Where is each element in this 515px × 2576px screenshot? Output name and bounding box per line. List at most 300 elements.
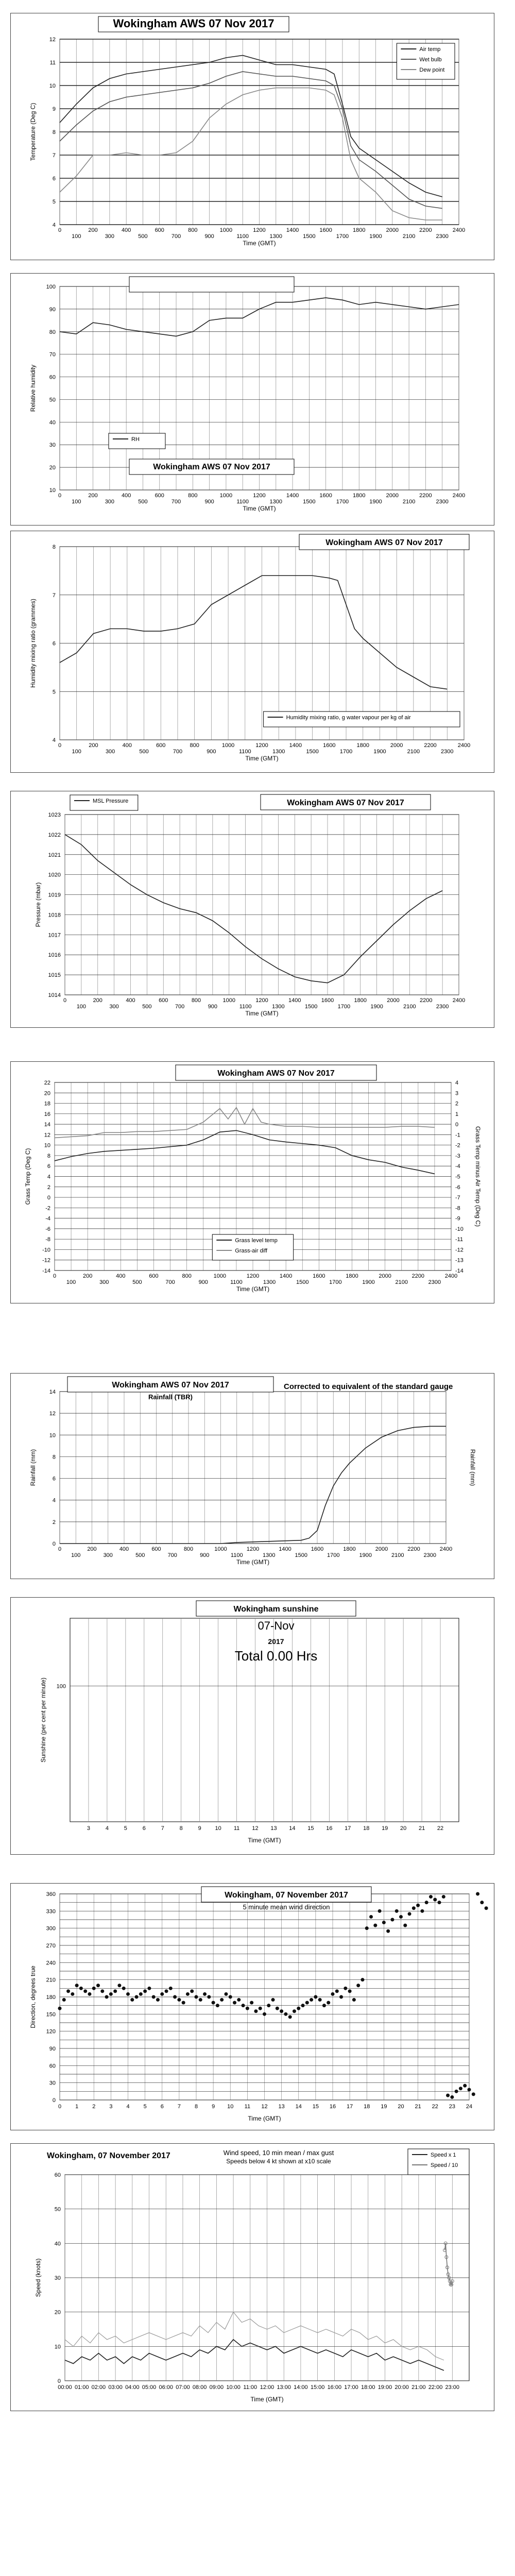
- chart-title: Wokingham AWS 07 Nov 2017: [153, 463, 270, 471]
- x-tick-label: 2300: [441, 749, 454, 755]
- data-point: [113, 1989, 117, 1993]
- y-tick-label: 60: [49, 2063, 56, 2070]
- x-tick-label: 1000: [221, 742, 235, 749]
- y-tick-label: 1022: [48, 832, 61, 838]
- x-axis-label: Time (GMT): [245, 755, 279, 762]
- y-tick-label: 120: [46, 2028, 56, 2035]
- data-point: [280, 2009, 283, 2013]
- data-point: [237, 1998, 241, 2002]
- temperature-chart-svg: [11, 13, 495, 261]
- y2-tick-label: 3: [455, 1090, 459, 1097]
- y2-tick-label: -9: [455, 1215, 460, 1222]
- chart-annotation: Corrected to equivalent of the standard gauge: [284, 1382, 453, 1391]
- y-tick-label: 5: [52, 199, 56, 205]
- data-point: [271, 1998, 275, 2002]
- y-axis-label: Relative humidity: [29, 364, 37, 412]
- y2-axis-label: Rainfall (mm): [469, 1449, 476, 1486]
- data-point: [463, 2084, 467, 2088]
- y-tick-label: 10: [44, 1142, 50, 1149]
- y-tick-label: -14: [42, 1268, 50, 1274]
- data-point: [88, 1992, 91, 1996]
- x-tick-label: 500: [142, 1004, 152, 1010]
- x-tick-label: 300: [103, 1552, 113, 1558]
- data-point: [459, 2087, 462, 2090]
- x-tick-label: 1500: [295, 1552, 307, 1558]
- y-tick-label: 1023: [48, 812, 61, 818]
- x-tick-label: 1700: [329, 1279, 342, 1285]
- x-tick-label: 900: [204, 499, 214, 505]
- y-tick-label: 180: [46, 1994, 56, 2001]
- x-tick-label: 10:00: [226, 2384, 241, 2391]
- legend-label: Speed / 10: [431, 2162, 458, 2168]
- y-tick-label: 16: [44, 1111, 50, 1117]
- y2-tick-label: 2: [455, 1100, 459, 1107]
- total-label: Total 0.00 Hrs: [234, 1648, 318, 1664]
- y2-tick-label: -2: [455, 1142, 460, 1149]
- x-tick-label: 800: [188, 227, 198, 233]
- data-point: [126, 1992, 130, 1996]
- x-tick-label: 20: [400, 1825, 407, 1832]
- data-point: [71, 1992, 74, 1996]
- x-tick-label: 2400: [452, 997, 466, 1004]
- x-tick-label: 2200: [424, 742, 437, 749]
- x-tick-label: 800: [190, 742, 199, 749]
- y-tick-label: 1019: [48, 892, 61, 899]
- x-axis-label: Time (GMT): [243, 240, 276, 247]
- x-tick-label: 6: [160, 2104, 164, 2110]
- y-tick-label: 50: [54, 2206, 61, 2213]
- data-point: [339, 1995, 343, 1999]
- y-tick-label: 100: [46, 284, 56, 290]
- data-point: [58, 2007, 62, 2010]
- y2-tick-label: -7: [455, 1195, 460, 1201]
- wind-direction-chart-panel: [10, 1883, 494, 2130]
- x-tick-label: 100: [66, 1279, 76, 1285]
- x-tick-label: 2100: [402, 233, 416, 240]
- x-tick-label: 700: [167, 1552, 177, 1558]
- x-axis-label: Time (GMT): [250, 2396, 284, 2403]
- x-tick-label: 2400: [439, 1546, 453, 1552]
- x-tick-label: 1800: [353, 227, 366, 233]
- x-tick-label: 400: [121, 493, 131, 499]
- x-tick-label: 12: [252, 1825, 259, 1832]
- chart-title: Wokingham sunshine: [233, 1605, 319, 1614]
- x-tick-label: 17: [347, 2104, 353, 2110]
- data-point: [212, 2001, 215, 2005]
- x-tick-label: 1500: [303, 499, 316, 505]
- data-point: [416, 1904, 420, 1907]
- x-tick-label: 1700: [327, 1552, 340, 1558]
- legend-label: MSL Pressure: [93, 798, 129, 804]
- y-tick-label: 6: [52, 1476, 56, 1482]
- x-tick-label: 1700: [336, 499, 349, 505]
- y-tick-label: 6: [52, 640, 56, 647]
- x-tick-label: 1600: [321, 997, 334, 1004]
- data-point: [480, 1901, 484, 1904]
- x-tick-label: 500: [138, 499, 148, 505]
- y2-tick-label: -10: [455, 1226, 464, 1232]
- pressure-chart-svg: [11, 791, 495, 1028]
- legend-label: Air temp: [419, 46, 441, 53]
- data-point: [96, 1984, 100, 1987]
- x-tick-label: 500: [139, 749, 149, 755]
- data-point: [66, 1989, 70, 1993]
- data-point: [79, 1987, 83, 1990]
- data-point: [399, 1915, 403, 1919]
- data-point: [390, 1918, 394, 1922]
- data-point: [165, 1989, 168, 1993]
- y2-axis-label: Grass Temp minus Air Temp (Deg C): [474, 1126, 482, 1227]
- x-tick-label: 01:00: [74, 2384, 89, 2391]
- x-tick-label: 700: [171, 233, 181, 240]
- data-point: [220, 1998, 224, 2002]
- x-tick-label: 5: [124, 1825, 127, 1832]
- data-point: [284, 2012, 287, 2016]
- y-axis-label: Direction, degrees true: [29, 1965, 37, 2028]
- x-tick-label: 1800: [353, 493, 366, 499]
- x-tick-label: 700: [173, 749, 183, 755]
- x-tick-label: 1600: [319, 493, 332, 499]
- x-tick-label: 2200: [420, 997, 433, 1004]
- x-tick-label: 1300: [272, 1004, 285, 1010]
- y-tick-label: 50: [49, 397, 56, 403]
- data-point: [62, 1998, 66, 2002]
- x-tick-label: 14: [295, 2104, 302, 2110]
- data-point: [297, 2007, 300, 2010]
- y-tick-label: 270: [46, 1943, 56, 1949]
- x-tick-label: 2100: [395, 1279, 408, 1285]
- y-tick-label: 330: [46, 1908, 56, 1915]
- x-tick-label: 1500: [306, 749, 319, 755]
- y-tick-label: -12: [42, 1257, 50, 1264]
- y-tick-label: 150: [46, 2011, 56, 2018]
- grass-chart-svg: [11, 1062, 495, 1304]
- data-point: [433, 1898, 437, 1902]
- y-tick-label: 210: [46, 1977, 56, 1984]
- chart-title: Wokingham AWS 07 Nov 2017: [217, 1069, 335, 1078]
- x-tick-label: 1200: [253, 227, 266, 233]
- chart-title: Wokingham, 07 November 2017: [47, 2151, 170, 2160]
- data-point: [263, 2012, 266, 2016]
- x-tick-label: 100: [72, 749, 81, 755]
- data-point: [386, 1929, 390, 1933]
- x-tick-label: 2400: [452, 493, 466, 499]
- y-tick-label: 0: [52, 1541, 56, 1547]
- x-tick-label: 12: [261, 2104, 268, 2110]
- x-tick-label: 4: [126, 2104, 130, 2110]
- data-point: [429, 1895, 433, 1899]
- x-tick-label: 2000: [386, 227, 399, 233]
- x-tick-label: 1500: [303, 233, 316, 240]
- data-point: [152, 1995, 156, 1999]
- x-tick-label: 400: [122, 742, 132, 749]
- data-point: [455, 2090, 458, 2093]
- x-tick-label: 8: [194, 2104, 198, 2110]
- x-tick-label: 9: [198, 1825, 201, 1832]
- x-tick-label: 4: [105, 1825, 109, 1832]
- x-tick-label: 13:00: [277, 2384, 291, 2391]
- x-tick-label: 1400: [286, 493, 299, 499]
- y-tick-label: 1015: [48, 972, 61, 979]
- x-tick-label: 1200: [246, 1546, 260, 1552]
- x-tick-label: 1300: [269, 499, 283, 505]
- y-tick-label: -2: [45, 1205, 50, 1212]
- year-label: 2017: [268, 1637, 284, 1646]
- x-tick-label: 500: [138, 233, 148, 240]
- x-tick-label: 1600: [313, 1273, 325, 1279]
- data-point: [360, 1978, 364, 1981]
- x-tick-label: 1900: [359, 1552, 372, 1558]
- y2-tick-label: -3: [455, 1153, 460, 1159]
- mixing-ratio-chart-svg: [11, 531, 495, 773]
- data-point: [109, 1992, 113, 1996]
- x-tick-label: 2100: [403, 1004, 416, 1010]
- x-tick-label: 1000: [219, 227, 233, 233]
- data-point: [408, 1912, 411, 1916]
- x-tick-label: 2100: [402, 499, 416, 505]
- y2-tick-label: -14: [455, 1268, 464, 1274]
- x-tick-label: 2300: [428, 1279, 441, 1285]
- mixing-ratio-chart-panel: [10, 531, 494, 773]
- y-tick-label: 60: [54, 2172, 61, 2178]
- data-point: [105, 1995, 109, 1999]
- x-tick-label: 1100: [238, 749, 251, 755]
- wind-direction-chart-svg: [11, 1884, 495, 2131]
- x-tick-label: 18: [364, 2104, 370, 2110]
- chart-title: Wokingham AWS 07 Nov 2017: [325, 538, 443, 547]
- data-point: [382, 1921, 386, 1924]
- x-tick-label: 00:00: [58, 2384, 72, 2391]
- y-tick-label: 0: [47, 1195, 50, 1201]
- x-tick-label: 1: [75, 2104, 79, 2110]
- data-point: [233, 2001, 236, 2005]
- data-point: [318, 1998, 322, 2002]
- data-point: [305, 2001, 309, 2005]
- x-tick-label: 300: [99, 1279, 109, 1285]
- x-tick-label: 600: [159, 997, 168, 1004]
- x-tick-label: 2300: [423, 1552, 436, 1558]
- data-point: [348, 1989, 352, 1993]
- x-tick-label: 2300: [436, 1004, 449, 1010]
- chart-subtitle-2: Speeds below 4 kt shown at x10 scale: [226, 2158, 331, 2165]
- x-tick-label: 02:00: [91, 2384, 106, 2391]
- x-tick-label: 1900: [373, 749, 386, 755]
- x-tick-label: 300: [105, 749, 115, 755]
- y2-tick-label: -13: [455, 1257, 464, 1264]
- y-tick-label: 1018: [48, 912, 61, 919]
- x-tick-label: 12:00: [260, 2384, 274, 2391]
- y-tick-label: 0: [52, 2097, 56, 2104]
- data-point: [468, 2088, 471, 2092]
- data-point: [442, 1895, 445, 1899]
- y-tick-label: 4: [47, 1174, 50, 1180]
- x-tick-label: 22: [432, 2104, 438, 2110]
- data-point: [195, 1995, 198, 1999]
- x-tick-label: 1800: [343, 1546, 356, 1552]
- y-tick-label: 18: [44, 1100, 50, 1107]
- data-point: [250, 2001, 253, 2005]
- x-tick-label: 900: [200, 1552, 210, 1558]
- x-tick-label: 0: [53, 1273, 57, 1279]
- x-tick-label: 2100: [391, 1552, 404, 1558]
- y-tick-label: 22: [44, 1080, 50, 1086]
- y-tick-label: 20: [54, 2309, 61, 2316]
- y2-tick-label: -5: [455, 1174, 460, 1180]
- humidity-chart-panel: [10, 273, 494, 526]
- y-tick-label: 90: [49, 306, 56, 313]
- x-tick-label: 23:00: [445, 2384, 460, 2391]
- x-tick-label: 600: [149, 1273, 159, 1279]
- x-tick-label: 20: [398, 2104, 404, 2110]
- y-tick-label: 12: [49, 37, 56, 43]
- x-tick-label: 7: [161, 1825, 164, 1832]
- data-point: [420, 1909, 424, 1913]
- x-tick-label: 1800: [354, 997, 367, 1004]
- x-tick-label: 1100: [236, 233, 249, 240]
- x-tick-label: 14:00: [294, 2384, 308, 2391]
- x-tick-label: 2400: [444, 1273, 458, 1279]
- x-tick-label: 300: [105, 499, 115, 505]
- data-point: [207, 1995, 211, 1999]
- data-point: [216, 2004, 219, 2007]
- y-tick-label: 2: [47, 1184, 50, 1191]
- data-point: [122, 1987, 126, 1990]
- y-tick-label: 360: [46, 1891, 56, 1897]
- x-tick-label: 1100: [230, 1552, 243, 1558]
- data-point: [344, 1987, 347, 1990]
- grass-chart-panel: [10, 1061, 494, 1303]
- x-tick-label: 1000: [213, 1273, 227, 1279]
- x-tick-label: 15: [307, 1825, 314, 1832]
- y-tick-label: 8: [52, 129, 56, 135]
- x-tick-label: 0: [58, 227, 62, 233]
- data-point: [378, 1909, 382, 1913]
- x-tick-label: 10: [215, 1825, 221, 1832]
- y-tick-label: 6: [52, 176, 56, 182]
- x-tick-label: 19:00: [377, 2384, 392, 2391]
- data-point: [352, 1998, 356, 2002]
- y-tick-label: 1020: [48, 872, 61, 878]
- x-tick-label: 1700: [337, 1004, 351, 1010]
- data-point: [373, 1924, 377, 1927]
- legend-label: Wet bulb: [419, 57, 442, 63]
- y-tick-label: 7: [52, 152, 56, 159]
- y-tick-label: 100: [56, 1683, 66, 1690]
- x-tick-label: 1300: [263, 1552, 276, 1558]
- y-tick-label: 12: [44, 1132, 50, 1139]
- x-tick-label: 1200: [255, 997, 268, 1004]
- x-tick-label: 13: [278, 2104, 285, 2110]
- x-tick-label: 1400: [279, 1273, 293, 1279]
- data-point: [327, 2001, 330, 2005]
- y-tick-label: 10: [54, 2344, 61, 2350]
- x-tick-label: 1600: [319, 227, 332, 233]
- data-point: [186, 1992, 190, 1996]
- x-tick-label: 06:00: [159, 2384, 174, 2391]
- y-tick-label: 10: [49, 83, 56, 89]
- data-point: [160, 1992, 164, 1996]
- x-tick-label: 100: [71, 1552, 81, 1558]
- data-point: [135, 1995, 139, 1999]
- x-axis-label: Time (GMT): [248, 1837, 281, 1844]
- x-tick-label: 18:00: [360, 2384, 375, 2391]
- y-tick-label: 20: [49, 465, 56, 471]
- data-point: [229, 1995, 232, 1999]
- data-point: [242, 2004, 245, 2007]
- y-axis-label: Grass Temp (Deg C): [24, 1148, 31, 1205]
- data-point: [100, 1989, 104, 1993]
- data-point: [476, 1892, 479, 1896]
- data-point: [173, 1995, 177, 1999]
- x-tick-label: 2200: [407, 1546, 420, 1552]
- y-tick-label: 1014: [48, 992, 61, 998]
- y-tick-label: 6: [47, 1163, 50, 1170]
- x-tick-label: 200: [89, 742, 98, 749]
- x-tick-label: 1600: [311, 1546, 324, 1552]
- y-tick-label: 4: [52, 1497, 56, 1504]
- x-tick-label: 15:00: [310, 2384, 325, 2391]
- data-point: [335, 1989, 339, 1993]
- data-point: [224, 1992, 228, 1996]
- x-tick-label: 09:00: [209, 2384, 224, 2391]
- x-tick-label: 200: [88, 493, 98, 499]
- x-tick-label: 800: [188, 493, 198, 499]
- y-tick-label: 4: [52, 222, 56, 228]
- y-tick-label: 8: [52, 544, 56, 550]
- x-tick-label: 1300: [269, 233, 283, 240]
- x-tick-label: 2200: [419, 493, 432, 499]
- x-tick-label: 900: [204, 233, 214, 240]
- y-tick-label: -6: [45, 1226, 50, 1232]
- x-tick-label: 1300: [272, 749, 285, 755]
- y-tick-label: 10: [49, 487, 56, 494]
- y-tick-label: 40: [49, 419, 56, 426]
- chart-subtitle: Rainfall (TBR): [148, 1393, 193, 1401]
- x-tick-label: 2000: [375, 1546, 388, 1552]
- data-point: [331, 1992, 335, 1996]
- x-tick-label: 1800: [356, 742, 369, 749]
- y-tick-label: -4: [45, 1215, 50, 1222]
- data-point: [322, 2004, 326, 2007]
- x-tick-label: 2000: [387, 997, 400, 1004]
- x-tick-label: 1100: [230, 1279, 243, 1285]
- x-tick-label: 300: [109, 1004, 119, 1010]
- x-tick-label: 08:00: [192, 2384, 207, 2391]
- x-tick-label: 14: [289, 1825, 296, 1832]
- x-tick-label: 1100: [239, 1004, 252, 1010]
- wind-speed-chart-svg: [11, 2144, 495, 2412]
- x-tick-label: 1700: [339, 749, 353, 755]
- x-tick-label: 1200: [253, 493, 266, 499]
- y2-tick-label: -11: [455, 1236, 464, 1243]
- chart-title: Wokingham AWS 07 Nov 2017: [287, 799, 404, 807]
- x-tick-label: 11: [244, 2104, 251, 2110]
- humidity-chart-svg: [11, 274, 495, 526]
- x-tick-label: 100: [72, 233, 81, 240]
- x-tick-label: 200: [82, 1273, 93, 1279]
- data-point: [83, 1989, 87, 1993]
- x-tick-label: 11: [233, 1825, 240, 1832]
- x-tick-label: 400: [121, 227, 131, 233]
- x-tick-label: 400: [116, 1273, 126, 1279]
- y-tick-label: 9: [52, 106, 56, 112]
- data-point: [182, 2001, 185, 2005]
- x-tick-label: 04:00: [125, 2384, 140, 2391]
- legend-label: Grass level temp: [235, 1238, 278, 1244]
- x-tick-label: 2400: [457, 742, 471, 749]
- x-tick-label: 400: [119, 1546, 129, 1552]
- x-axis-label: Time (GMT): [245, 1010, 279, 1017]
